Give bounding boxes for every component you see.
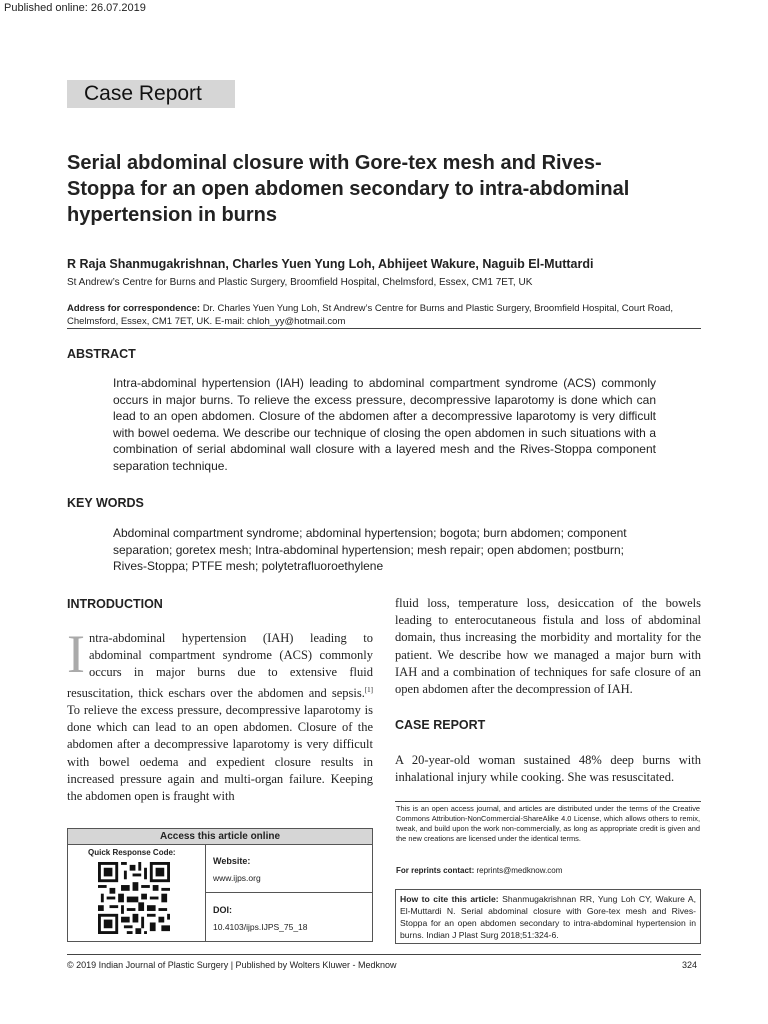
abstract-heading: ABSTRACT (67, 347, 136, 361)
access-box-divider (205, 845, 206, 942)
citation-box (395, 889, 701, 944)
dropcap: I (67, 624, 85, 684)
footer-copyright: © 2019 Indian Journal of Plastic Surgery | Published by Wolters Kluwer - Medknow (67, 960, 397, 970)
correspondence-label: Address for correspondence: (67, 303, 201, 314)
keywords-text: Abdominal compartment syndrome; abdominal hypertension; bogota; burn abdomen; component separation; goretex mesh; Intra-abdominal hypertension; mesh repair; open abdomen; postburn; Rives-Stoppa; PTFE mesh; polytetrafluoroethylene (113, 526, 627, 573)
doi-link[interactable]: 10.4103/ijps.IJPS_75_18 (213, 922, 308, 932)
website-label: Website: (213, 856, 251, 866)
citation-ref: [1] (364, 685, 373, 694)
license-divider (395, 801, 701, 802)
abstract-text: Intra-abdominal hypertension (IAH) leading to abdominal compartment syndrome (ACS) commonly occurs in major burns. To relieve the excess pressure, decompressive laparotomy is done which can lead to an open abdomen. Closure of the abdomen after a decompressive laparotomy is very difficult with bowel oedema. We describe our technique of closing the open abdomen in such situations with a combination of serial abdominal wall closure with a layered mesh and the Rives-Stoppa component separation technique. (113, 376, 656, 473)
introduction-text (67, 624, 373, 805)
access-box-row-divider (205, 892, 373, 893)
reprints-label: For reprints contact: (396, 866, 475, 875)
correspondence-text: Dr. Charles Yuen Yung Loh, St Andrew’s Centre for Burns and Plastic Surgery, Broomfield Hospital, Court Road, Chelmsford, Essex, CM1 7ET, UK. E-mail: chloh_yy@hotmail.com (67, 303, 674, 327)
article-title: Serial abdominal closure with Gore-tex mesh and Rives-Stoppa for an open abdomen secondary to intra-abdominal hypertension in burns (67, 152, 630, 226)
license-text: This is an open access journal, and articles are distributed under the terms of the Creative Commons Attribution-NonCommercial-ShareAlike 4.0 License, which allows others to remix, tweak, and build upon the work non-commercially, as long as appropriate credit is given and the new creations are licensed under the identical terms. (396, 804, 700, 843)
access-article-heading: Access this article online (67, 828, 373, 845)
published-date: Published online: 26.07.2019 (4, 2, 146, 14)
introduction-continued: fluid loss, temperature loss, desiccation of the bowels leading to enterocutaneous fistula and loss of abdominal domain, thus increasing the morbidity and mortality for the patient. We describe how we managed a major burn with IAH and a combination of techniques for safe closure of an open abdomen after the decompression of IAH. (395, 596, 701, 697)
case-report-heading: CASE REPORT (395, 718, 486, 732)
doi-label: DOI: (213, 905, 232, 915)
page-number: 324 (682, 960, 698, 970)
website-link[interactable]: www.ijps.org (213, 873, 261, 883)
introduction-heading: INTRODUCTION (67, 597, 163, 611)
intro-part2: To relieve the excess pressure, decompressive laparotomy is done which can lead to an open abdomen. Closure of the abdomen after a decompressive laparotomy is very difficult with bowel oedema and expedient closure results in increased pressure again and multi-organ failure. Keeping the abdomen open is fraught with (67, 702, 373, 803)
citation-label: How to cite this article: (400, 894, 499, 904)
affiliation: St Andrew’s Centre for Burns and Plastic Surgery, Broomfield Hospital, Chelmsford, Essex, CM1 7ET, UK (67, 277, 533, 288)
reprints-contact (396, 866, 562, 875)
footer-divider (67, 954, 701, 955)
reprints-email[interactable]: reprints@medknow.com (476, 866, 563, 875)
qr-code-icon[interactable] (98, 862, 170, 934)
keywords-heading: KEY WORDS (67, 496, 144, 510)
header-divider (67, 328, 701, 329)
article-type: Case Report (84, 82, 202, 105)
authors: R Raja Shanmugakrishnan, Charles Yuen Yung Loh, Abhijeet Wakure, Naguib El-Muttardi (67, 257, 594, 271)
intro-part1: ntra-abdominal hypertension (IAH) leading to abdominal compartment syndrome (ACS) commonly occurs in major burns due to extensive fluid resuscitation, thick eschars over the abdomen and sepsis. (67, 631, 373, 700)
qr-code-label: Quick Response Code: (88, 848, 176, 857)
case-report-text: A 20-year-old woman sustained 48% deep burns with inhalational injury while cooking. She was resuscitated. (395, 753, 701, 785)
citation-text: Shanmugakrishnan RR, Yung Loh CY, Wakure A, El-Muttardi N. Serial abdominal closure with Gore-tex mesh and Rives-Stoppa for an open abdomen secondary to intra-abdominal hypertension in burns. Indian J Plast Surg 2018;51:324-6. (400, 894, 697, 940)
correspondence (67, 302, 701, 328)
